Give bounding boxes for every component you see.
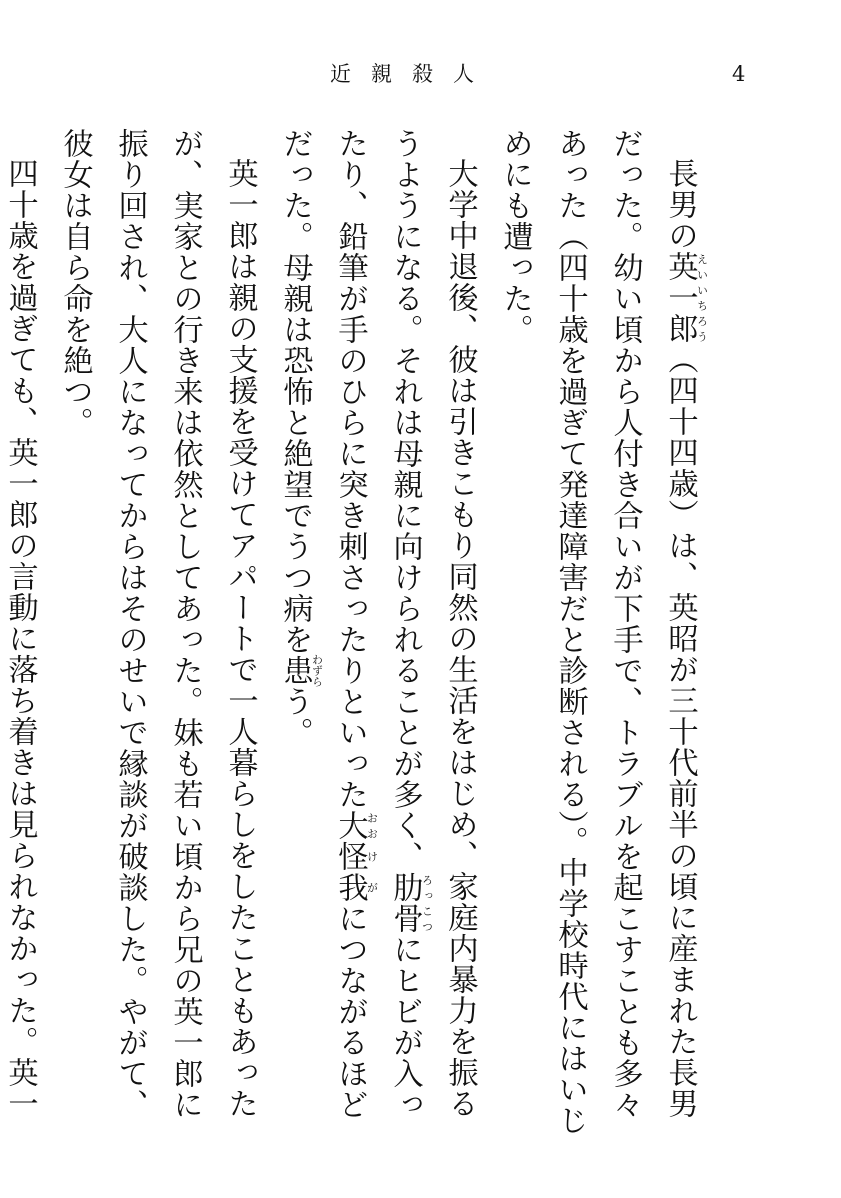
ruby-base: 肋 [387,872,423,903]
paragraph-1 [488,128,709,1138]
paragraph-3: 英一郎は親の支援を受けてアパートで一人暮らしをしたこともあったが、実家との行き来は依然としてあった。妹も若い頃から兄の英一郎に振り回され、大人になってからはそのせいで縁談が破談した。やがて、彼女は自ら命を絶つ。 [57,128,258,1120]
ruby-reading: こつ [420,903,434,934]
paragraph-2 [268,128,488,1138]
text-run: う。 [277,686,313,748]
text-run: 大学中退後、彼は引きこもり同然の生活をはじめ、家庭内暴力を振るうようになる。それは母親に向けられることが多く、 [387,128,478,1120]
ruby-rokkotsu-1 [387,872,434,903]
running-header-title: 近親殺人 [330,62,494,86]
ruby-reading: おお [365,810,379,841]
ruby-ookega-1 [332,810,379,841]
text-run: （四十四歳）は、英昭が三十代前半の頃に産まれた長男だった。幼い頃から人付き合いが下手で、トラブルを起こすことも多々あった（四十歳を過ぎて発達障害だと診断される）。中学校時代にはいじめにも遭った。 [497,128,698,1136]
ruby-reading: えいいちろう [695,251,709,345]
paragraph-4: 四十歳を過ぎても、英一郎の言動に落ち着きは見られなかった。英一 [2,158,38,1120]
ruby-base: 英一郎 [662,251,698,345]
text-run: にヒビが入ったり、鉛筆が手のひらに突き刺さったりといった [332,128,423,1120]
ruby-base: 骨 [387,903,423,934]
page-number: 4 [732,62,746,86]
body-text [2,128,709,1138]
ruby-base: 大 [332,810,368,841]
text-run: 長男の [662,158,698,252]
ruby-base: 我 [332,872,368,903]
ruby-reading: け [365,841,379,872]
ruby-ookega-3 [332,872,379,903]
ruby-ookega-2 [332,841,379,872]
ruby-base: 患 [277,654,313,687]
ruby-eiichirou [662,251,709,345]
ruby-base: 怪 [332,841,368,872]
ruby-reading: わずら [310,654,324,687]
ruby-reading: ろっ [420,872,434,903]
ruby-rokkotsu-2 [387,903,434,934]
text-run: につながるほどだった。母親は恐怖と絶望でうつ病を [277,128,368,1120]
ruby-reading: が [365,872,379,903]
ruby-wazurau [277,654,324,687]
